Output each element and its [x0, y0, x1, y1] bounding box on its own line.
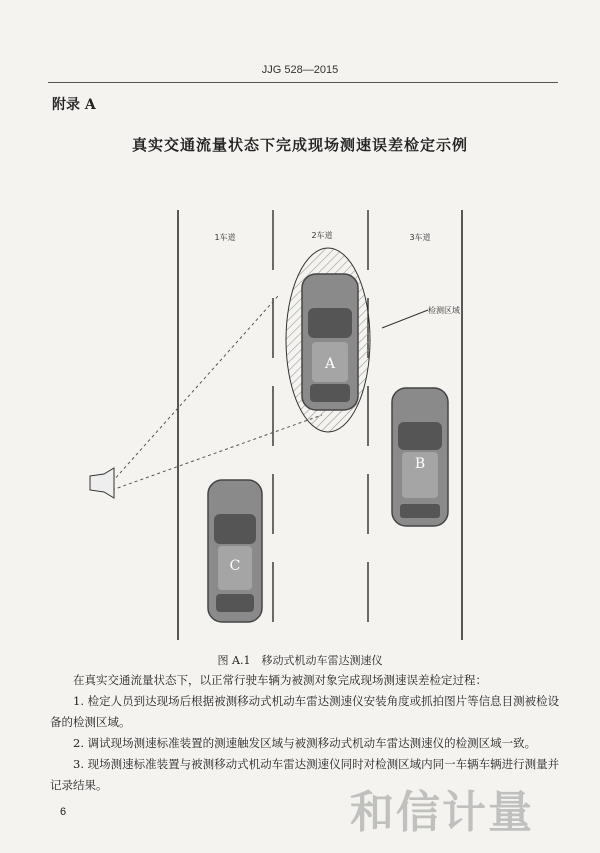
- radar-device-icon: [90, 468, 114, 498]
- vehicle-c: [208, 480, 262, 622]
- vehicle-a: [302, 274, 358, 410]
- figure-diagram: [60, 200, 560, 640]
- vehicle-a-label: A: [324, 356, 336, 372]
- detection-zone-leader: [382, 310, 428, 328]
- vehicle-b: [392, 388, 448, 526]
- radar-beam-lower: [112, 415, 322, 490]
- appendix-label: 附录 A: [52, 97, 96, 113]
- body-intro: 在真实交通流量状态下，以正常行驶车辆为被测对象完成现场测速误差检定过程：: [73, 673, 487, 687]
- watermark: 和信计量: [350, 787, 534, 838]
- radar-beam-upper: [112, 296, 278, 482]
- road-diagram-svg: [60, 200, 560, 640]
- header-rule: [48, 82, 558, 83]
- body-item-1: 1. 检定人员到达现场后根据被测移动式机动车雷达测速仪安装角度或抓拍图片等信息目测被检设备的检测区域。: [50, 694, 560, 729]
- page-title: 真实交通流量状态下完成现场测速误差检定示例: [131, 136, 468, 154]
- body-item-3: 3. 现场测速标准装置与被测移动式机动车雷达测速仪同时对检测区域内同一车辆车辆进行测量并记录结果。: [50, 757, 560, 792]
- lane-label-3: 3车道: [409, 233, 431, 242]
- standard-code: JJG 528—2015: [261, 64, 339, 76]
- figure-caption: 图 A.1 移动式机动车雷达测速仪: [217, 654, 383, 667]
- lane-label-2: 2车道: [311, 231, 333, 240]
- vehicle-b-label: B: [414, 456, 426, 472]
- detection-zone-label: 检测区域: [428, 306, 460, 315]
- body-item-2: 2. 调试现场测速标准装置的测速触发区域与被测移动式机动车雷达测速仪的检测区域一致。: [73, 736, 537, 750]
- vehicle-c-label: C: [229, 558, 241, 574]
- page-number: 6: [60, 806, 67, 818]
- lane-label-1: 1车道: [214, 233, 236, 242]
